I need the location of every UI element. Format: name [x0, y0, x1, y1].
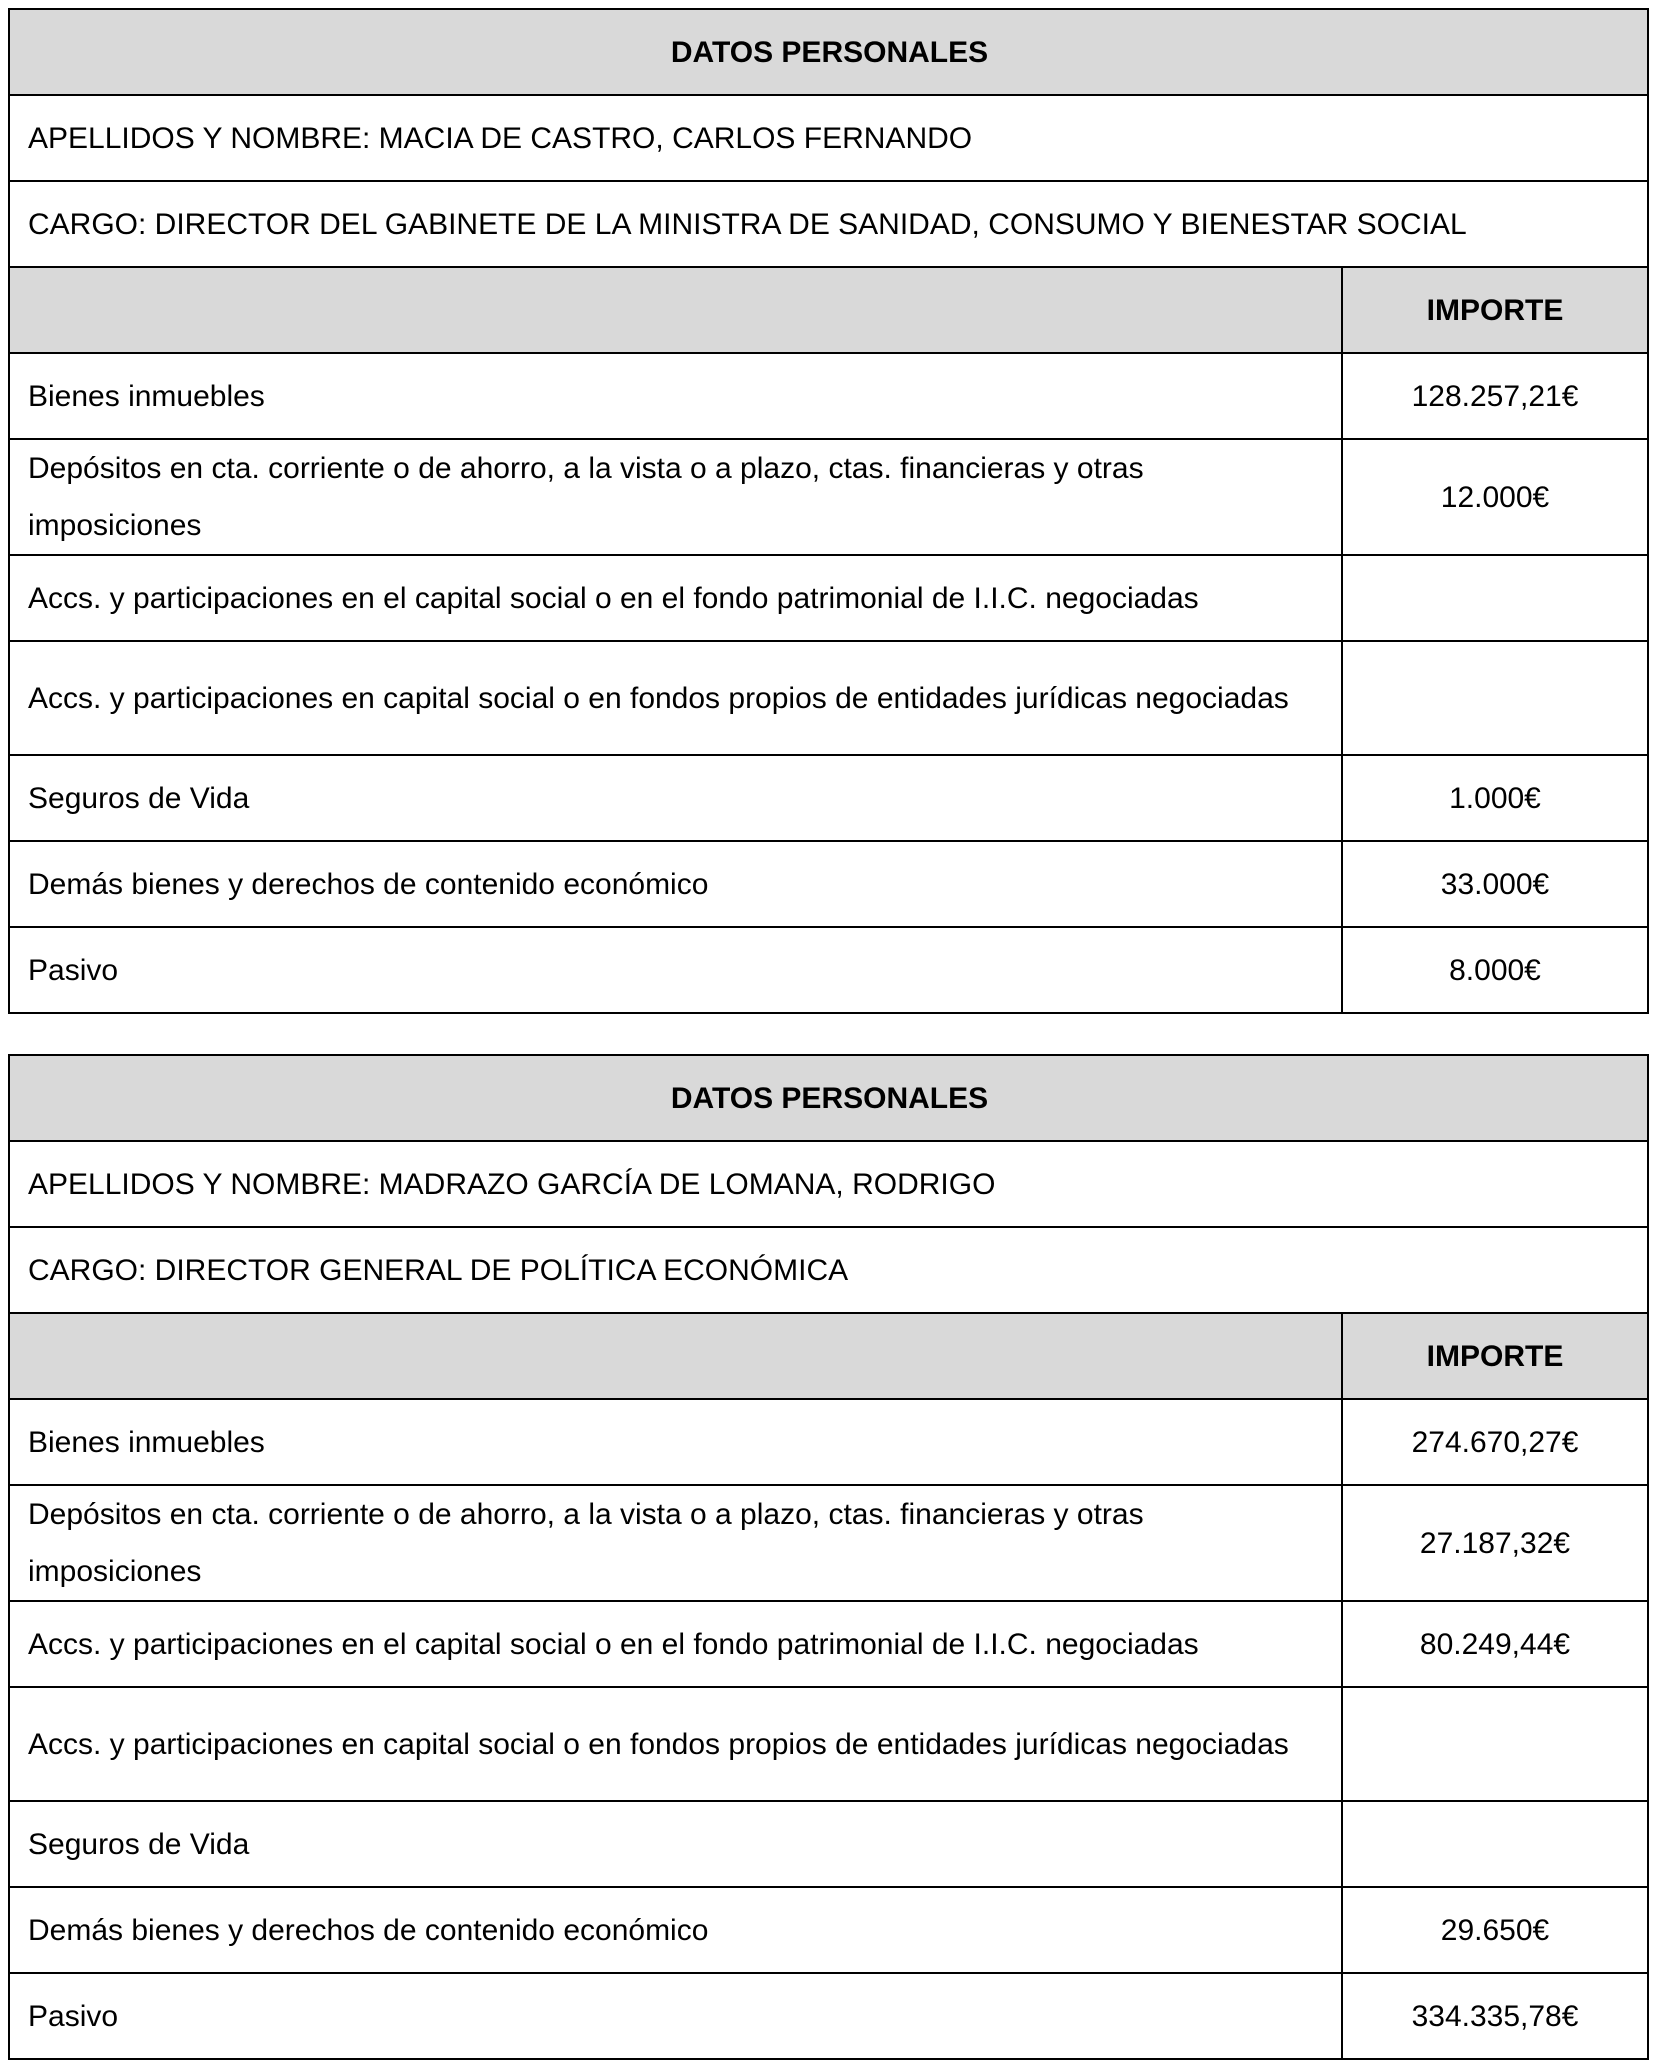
- amount-header: IMPORTE: [1342, 267, 1648, 353]
- table-row: [9, 1485, 1648, 1601]
- table-row: [9, 841, 1648, 927]
- concept-cell: Bienes inmuebles: [9, 353, 1342, 439]
- declaration-table: [8, 8, 1649, 1014]
- table-row: [9, 1399, 1648, 1485]
- concept-cell: Depósitos en cta. corriente o de ahorro, a la vista o a plazo, ctas. financieras y otras imposiciones: [9, 439, 1342, 555]
- concept-header-cell: [9, 1313, 1342, 1399]
- concept-cell: Pasivo: [9, 1973, 1342, 2059]
- concept-cell: Bienes inmuebles: [9, 1399, 1342, 1485]
- amount-cell: 33.000€: [1342, 841, 1648, 927]
- amount-cell: 8.000€: [1342, 927, 1648, 1013]
- amount-cell: 80.249,44€: [1342, 1601, 1648, 1687]
- amount-header: IMPORTE: [1342, 1313, 1648, 1399]
- amount-cell: 334.335,78€: [1342, 1973, 1648, 2059]
- concept-cell: Pasivo: [9, 927, 1342, 1013]
- name-line: APELLIDOS Y NOMBRE: MADRAZO GARCÍA DE LOMANA, RODRIGO: [9, 1141, 1648, 1227]
- table-row: [9, 439, 1648, 555]
- table-row: [9, 1887, 1648, 1973]
- cargo-line: CARGO: DIRECTOR GENERAL DE POLÍTICA ECONÓMICA: [9, 1227, 1648, 1313]
- declaration-table: [8, 1054, 1649, 2060]
- section-header: DATOS PERSONALES: [9, 9, 1648, 95]
- concept-cell: Accs. y participaciones en el capital social o en el fondo patrimonial de I.I.C. negociadas: [9, 555, 1342, 641]
- amount-cell: 27.187,32€: [1342, 1485, 1648, 1601]
- amount-cell: [1342, 555, 1648, 641]
- table-row: [9, 1601, 1648, 1687]
- amount-cell: 128.257,21€: [1342, 353, 1648, 439]
- table-row: [9, 1973, 1648, 2059]
- concept-header-cell: [9, 267, 1342, 353]
- concept-cell: Depósitos en cta. corriente o de ahorro, a la vista o a plazo, ctas. financieras y otras imposiciones: [9, 1485, 1342, 1601]
- cargo-line: CARGO: DIRECTOR DEL GABINETE DE LA MINISTRA DE SANIDAD, CONSUMO Y BIENESTAR SOCIAL: [9, 181, 1648, 267]
- concept-cell: Accs. y participaciones en capital social o en fondos propios de entidades jurídicas negociadas: [9, 641, 1342, 755]
- table-row: [9, 927, 1648, 1013]
- amount-cell: 274.670,27€: [1342, 1399, 1648, 1485]
- concept-cell: Demás bienes y derechos de contenido económico: [9, 841, 1342, 927]
- amount-cell: [1342, 1687, 1648, 1801]
- amount-cell: [1342, 1801, 1648, 1887]
- concept-cell: Seguros de Vida: [9, 1801, 1342, 1887]
- table-row: [9, 353, 1648, 439]
- table-row: [9, 1801, 1648, 1887]
- amount-cell: 1.000€: [1342, 755, 1648, 841]
- table-row: [9, 1687, 1648, 1801]
- table-row: [9, 641, 1648, 755]
- name-line: APELLIDOS Y NOMBRE: MACIA DE CASTRO, CARLOS FERNANDO: [9, 95, 1648, 181]
- concept-cell: Seguros de Vida: [9, 755, 1342, 841]
- amount-cell: 29.650€: [1342, 1887, 1648, 1973]
- amount-cell: [1342, 641, 1648, 755]
- concept-cell: Demás bienes y derechos de contenido económico: [9, 1887, 1342, 1973]
- table-row: [9, 555, 1648, 641]
- section-header: DATOS PERSONALES: [9, 1055, 1648, 1141]
- table-row: [9, 755, 1648, 841]
- concept-cell: Accs. y participaciones en capital social o en fondos propios de entidades jurídicas negociadas: [9, 1687, 1342, 1801]
- concept-cell: Accs. y participaciones en el capital social o en el fondo patrimonial de I.I.C. negociadas: [9, 1601, 1342, 1687]
- amount-cell: 12.000€: [1342, 439, 1648, 555]
